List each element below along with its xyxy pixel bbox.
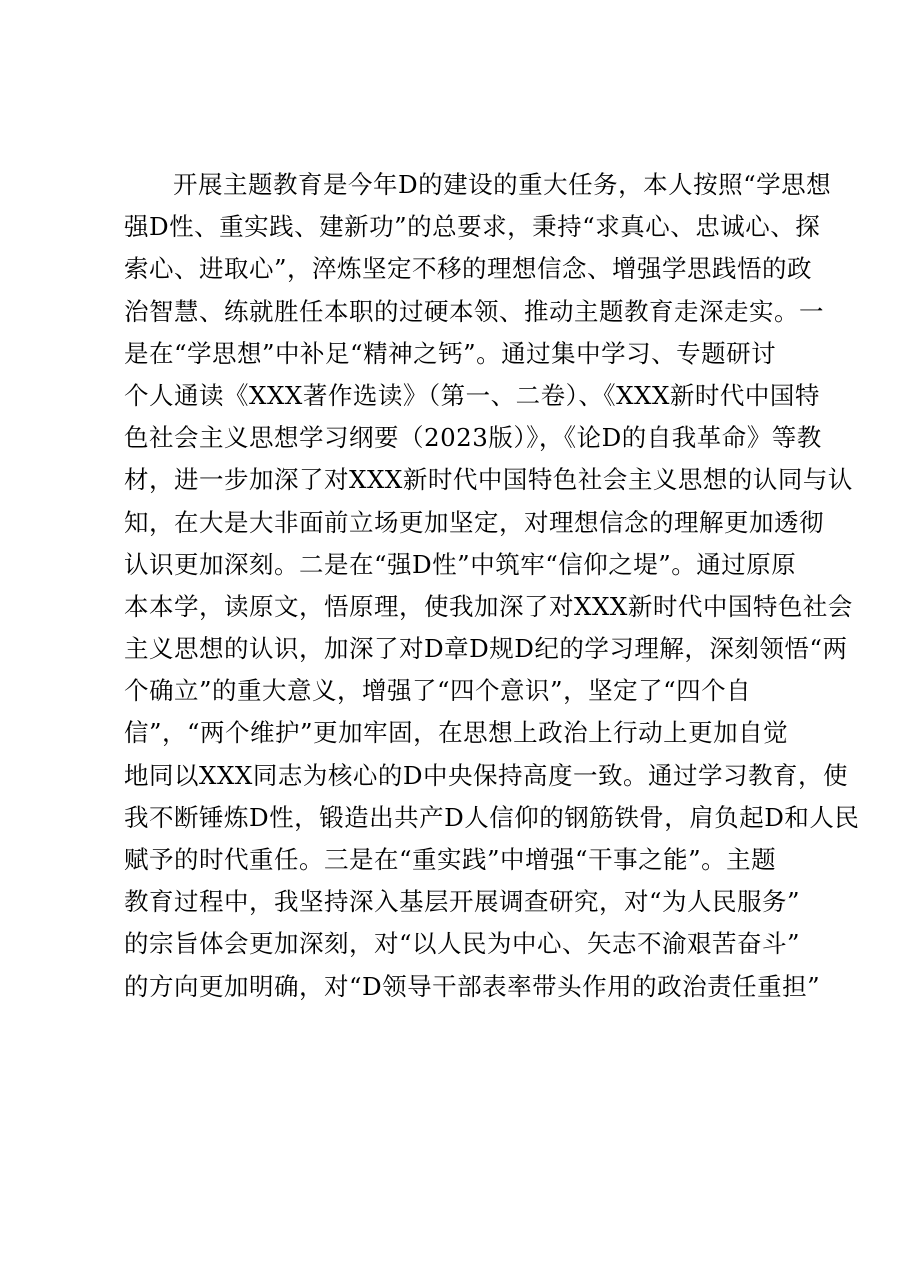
paragraph-line: 的方向更加明确，对“D领导干部表率带头作用的政治责任重担” (124, 971, 821, 1001)
paragraph-line: 地同以XXX同志为核心的D中央保持高度一致。通过学习教育，使 (124, 760, 848, 790)
paragraph-line: 治智慧、练就胜任本职的过硬本领、推动主题教育走深走实。一 (124, 296, 824, 326)
paragraph-line: 材，进一步加深了对XXX新时代中国特色社会主义思想的认同与认 (124, 465, 853, 495)
paragraph-line: 赋予的时代重任。三是在“重实践”中增强“干事之能”。主题 (124, 845, 777, 874)
paragraph-line: 强D性、重实践、建新功”的总要求，秉持“求真心、忠诚心、探 (124, 212, 821, 242)
paragraph-line: 索心、进取心”，淬炼坚定不移的理想信念、增强学思践悟的政 (124, 254, 813, 284)
paragraph-line: 知，在大是大非面前立场更加坚定，对理想信念的理解更加透彻 (124, 507, 824, 537)
paragraph-line: 色社会主义思想学习纲要（2023版）》，《论D的自我革命》等教 (124, 423, 822, 453)
paragraph-line: 开展主题教育是今年D的建设的重大任务，本人按照“学思想 (173, 170, 832, 199)
paragraph-line: 认识更加深刻。二是在“强D性”中筑牢“信仰之堤”。通过原原 (124, 549, 797, 579)
paragraph-line: 是在“学思想”中补足“精神之钙”。通过集中学习、专题研讨 (124, 338, 777, 368)
paragraph-line: 教育过程中，我坚持深入基层开展调查研究，对“为人民服务” (124, 887, 801, 917)
paragraph-line: 个人通读《XXX著作选读》（第一、二卷）、《XXX新时代中国特 (124, 380, 820, 410)
paragraph-line: 我不断锤炼D性，锻造出共产D人信仰的钢筋铁骨，肩负起D和人民 (124, 802, 860, 832)
paragraph-line: 个确立”的重大意义，增强了“四个意识”，坚定了“四个自 (124, 676, 752, 706)
body-paragraph (124, 164, 860, 1008)
paragraph-line: 信”，“两个维护”更加牢固，在思想上政治上行动上更加自觉 (124, 718, 789, 748)
paragraph-line: 主义思想的认识，加深了对D章D规D纪的学习理解，深刻领悟“两 (124, 634, 848, 664)
paragraph-line: 的宗旨体会更加深刻，对“以人民为中心、矢志不渝艰苦奋斗” (124, 929, 801, 959)
paragraph-line: 本本学，读原文，悟原理，使我加深了对XXX新时代中国特色社会 (124, 591, 853, 621)
